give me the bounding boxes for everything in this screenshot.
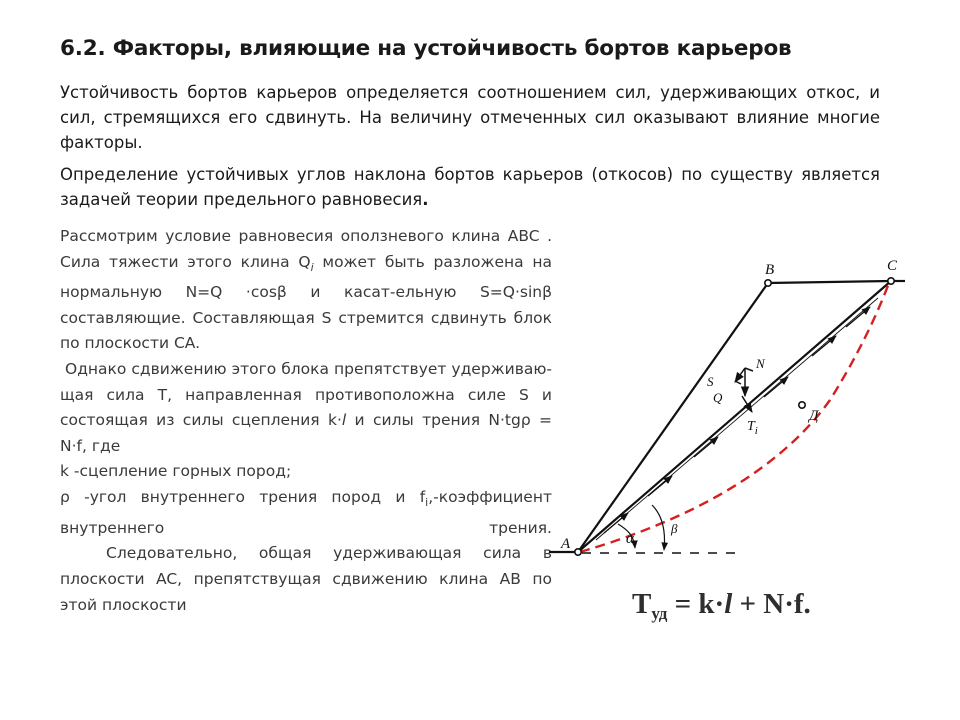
label-t-sub: i — [754, 425, 758, 437]
label-d: Д — [809, 408, 819, 424]
body-paragraph-4-a: ρ -угол внутреннего трения пород и f — [60, 488, 426, 507]
intro-paragraph-2 — [60, 162, 880, 212]
body-paragraph-4-sub: i — [425, 496, 429, 510]
arrow-1 — [604, 513, 628, 533]
vector-n — [745, 368, 753, 371]
point-c — [888, 278, 894, 284]
arrow-2 — [648, 476, 672, 496]
body-text — [60, 224, 552, 618]
force-vectors — [735, 368, 753, 412]
body-paragraph-1 — [60, 224, 552, 357]
body-paragraph-2-b: и силы трения N·tgρ = N·f, где — [60, 411, 552, 455]
diagram-labels — [560, 258, 898, 552]
formula-rest: + N·f. — [732, 588, 811, 620]
label-a: A — [561, 536, 571, 552]
line-bc — [768, 281, 891, 283]
label-n: N — [756, 356, 765, 371]
body-paragraph-3: k -сцепление горных пород; — [60, 462, 292, 481]
line-ac — [578, 281, 891, 552]
label-beta: β — [671, 521, 678, 536]
intro-text — [60, 80, 880, 212]
label-t — [747, 419, 758, 437]
page-title: 6.2. Факторы, влияющие на устойчивость бортов карьеров — [60, 36, 792, 61]
formula-eq: = k· — [667, 588, 725, 620]
label-c: C — [887, 258, 898, 274]
body-paragraph-1-b: может быть разложена на нормальную N=Q ·cosβ и касат-ельную S=Q·sinβ составляющие. Составляющая S стремится сдвинуть блок по плоскости CA. — [60, 252, 553, 353]
holding-force-formula — [632, 588, 811, 624]
body-paragraph-5: Следовательно, общая удерживающая сила в плоскости AC, препятствущая сдвижению клина AB по этой плоскости — [60, 544, 552, 614]
body-paragraph-2-a: Однако сдвижению этого блока препятствует удерживаю-щая сила T, направленная противоположна силе S и состоящая из силы сцепления k· — [60, 360, 552, 430]
intro-paragraph-2-end: . — [422, 190, 429, 209]
formula-t-sub: уд — [651, 603, 668, 623]
point-d — [799, 402, 805, 408]
point-a — [575, 549, 581, 555]
inner-parallel-line — [596, 298, 878, 540]
body-paragraph-4 — [60, 485, 552, 541]
formula-t: T — [632, 588, 652, 620]
point-b — [765, 280, 771, 286]
label-q: Q — [713, 390, 723, 405]
angle-arc-beta — [652, 505, 665, 550]
label-t-main: T — [747, 419, 755, 434]
formula-l: l — [724, 588, 733, 620]
label-s: S — [707, 374, 714, 389]
slope-diagram — [548, 244, 898, 570]
body-paragraph-2 — [60, 357, 552, 459]
label-alpha: α — [626, 531, 634, 547]
line-ab — [578, 283, 768, 552]
body-paragraph-2-l: l — [341, 411, 347, 430]
body-paragraph-1-a: Рассмотрим условие равновесия оползневого клина ABC . Сила тяжести этого клина Q — [60, 227, 552, 271]
body-paragraph-1-sub: i — [310, 260, 314, 274]
body-paragraph-4-b: ,-коэффициент внутреннего трения. — [60, 488, 552, 537]
intro-paragraph-2-text: Определение устойчивых углов наклона бортов карьеров (откосов) по существу является задачей теории предельного равновесия — [60, 165, 880, 209]
intro-paragraph-1: Устойчивость бортов карьеров определяется соотношением сил, удерживающих откос, и сил, стремящихся его сдвинуть. На величину отмеченных сил оказывают влияние многие факторы. — [60, 83, 880, 152]
vector-s — [735, 368, 745, 382]
label-b: B — [765, 262, 775, 278]
